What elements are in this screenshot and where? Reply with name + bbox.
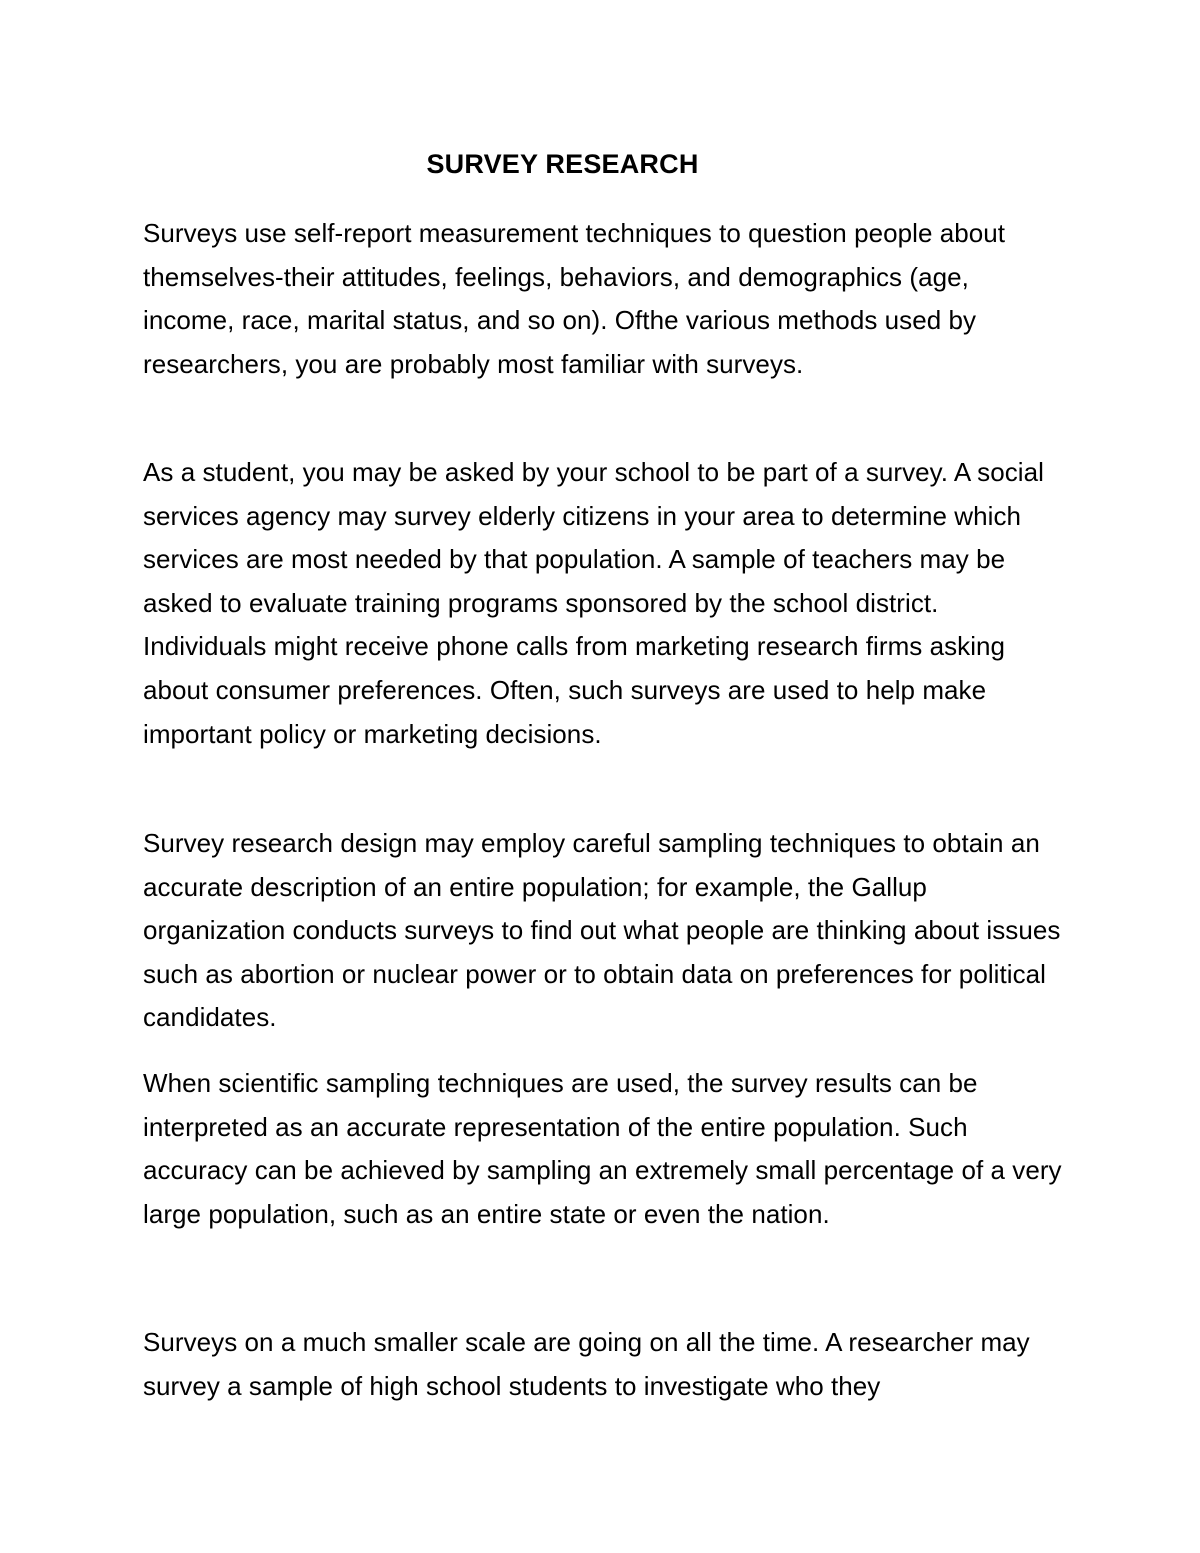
- paragraph-4: When scientific sampling techniques are used, the survey results can be interpreted as an accurate representation of the entire population. Such accuracy can be achieved by sampling an extremely small percentage of a very large population, such as an entire state or even the nation.: [143, 1068, 1062, 1229]
- paragraph-5: Surveys on a much smaller scale are going on all the time. A researcher may survey a sample of high school students to investigate who they: [143, 1327, 1030, 1401]
- paragraph-3: Survey research design may employ careful sampling techniques to obtain an accurate description of an entire population; for example, the Gallup organization conducts surveys to find out what people are thinking about issues such as abortion or nuclear power or to obtain data on preferences for political candidates.: [143, 828, 1061, 1033]
- page-title: SURVEY RESEARCH: [426, 149, 699, 179]
- paragraph-2: As a student, you may be asked by your school to be part of a survey. A social services agency may survey elderly citizens in your area to determine which services are most needed by that population. A sample of teachers may be asked to evaluate training programs sponsored by the school district. Individuals might receive phone calls from marketing research firms asking about consumer preferences. Often, such surveys are used to help make important policy or marketing decisions.: [143, 457, 1044, 749]
- paragraph-1: Surveys use self-report measurement techniques to question people about themselves-their attitudes, feelings, behaviors, and demographics (age, income, race, marital status, and so on). Ofthe various methods used by researchers, you are probably most familiar with surveys.: [143, 218, 1006, 379]
